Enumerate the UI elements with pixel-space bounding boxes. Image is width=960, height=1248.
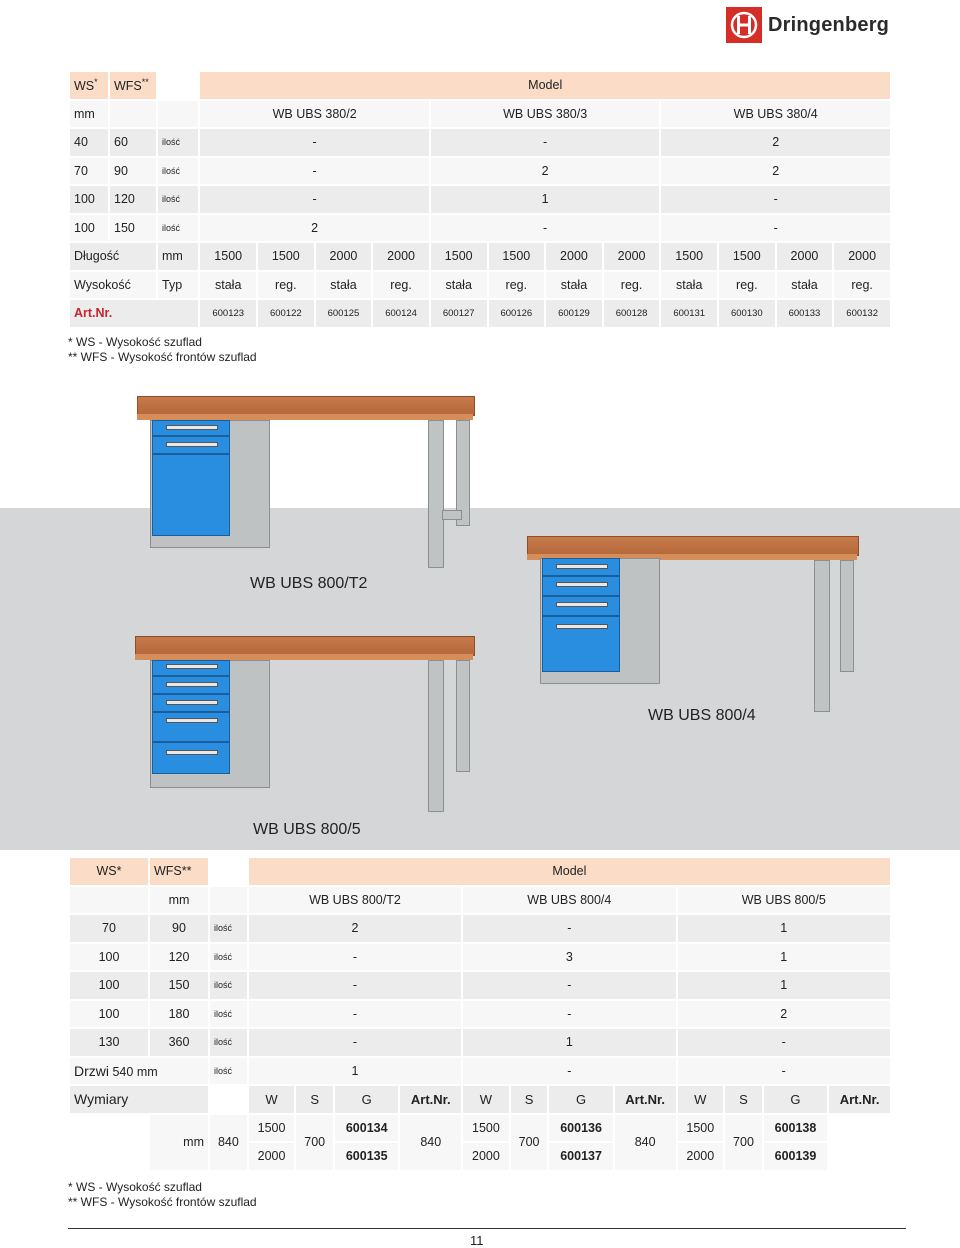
height-value: reg. <box>258 272 314 299</box>
qty-value: 2 <box>200 215 429 242</box>
footnote: * WS - Wysokość szuflad <box>68 1180 202 1194</box>
dims-col: G <box>764 1086 827 1113</box>
wfs-value: 90 <box>150 915 208 942</box>
unit-label: mm <box>70 101 108 128</box>
height-label: Wysokość <box>70 272 156 299</box>
table-row <box>70 186 890 213</box>
dims-s: 1500 <box>249 1115 295 1142</box>
dims-w: 840 <box>400 1115 461 1170</box>
dims-unit: mm <box>150 1115 208 1170</box>
art-number: 600126 <box>489 300 545 327</box>
dims-g: 700 <box>296 1115 333 1170</box>
model-header: Model <box>200 72 890 99</box>
art-number: 600134 <box>335 1115 398 1142</box>
length-value: 1500 <box>258 243 314 270</box>
dims-s: 2000 <box>249 1143 295 1170</box>
qty-value: - <box>200 158 429 185</box>
table-row <box>70 1029 890 1056</box>
model-name: WB UBS 800/5 <box>678 887 890 914</box>
art-number: 600131 <box>661 300 717 327</box>
qty-value: - <box>200 129 429 156</box>
length-value: 2000 <box>373 243 429 270</box>
ws-value: 100 <box>70 944 148 971</box>
length-value: 1500 <box>489 243 545 270</box>
art-number: 600129 <box>546 300 602 327</box>
art-number: 600132 <box>834 300 890 327</box>
qty-value: 2 <box>661 158 890 185</box>
qty-value: 1 <box>678 915 890 942</box>
qty-label: ilość <box>210 944 247 971</box>
dims-col: Art.Nr. <box>615 1086 676 1113</box>
footnotes-top <box>68 335 257 365</box>
dims-row <box>70 1115 890 1142</box>
height-value: reg. <box>489 272 545 299</box>
wfs-value: 120 <box>110 186 156 213</box>
dims-label: Wymiary <box>70 1086 208 1113</box>
dims-col: S <box>296 1086 333 1113</box>
art-number: 600139 <box>764 1143 827 1170</box>
door-label: Drzwi 540 mm <box>70 1058 208 1085</box>
ws-value: 100 <box>70 186 108 213</box>
dims-w: 840 <box>615 1115 676 1170</box>
door-row <box>70 1058 890 1085</box>
length-value: 2000 <box>546 243 602 270</box>
length-unit: mm <box>158 243 198 270</box>
qty-label: ilość <box>210 1001 247 1028</box>
height-row <box>70 272 890 299</box>
footnote: ** WFS - Wysokość frontów szuflad <box>68 350 257 364</box>
wfs-value: 180 <box>150 1001 208 1028</box>
ws-value: 40 <box>70 129 108 156</box>
qty-value: 1 <box>463 1029 675 1056</box>
dims-w: 840 <box>210 1115 247 1170</box>
table-row <box>70 215 890 242</box>
qty-label: ilość <box>158 215 198 242</box>
length-value: 2000 <box>604 243 660 270</box>
qty-value: - <box>249 1029 461 1056</box>
footnote: * WS - Wysokość szuflad <box>68 335 202 349</box>
dims-g: 700 <box>511 1115 548 1170</box>
wfs-value: 90 <box>110 158 156 185</box>
dims-col: G <box>335 1086 398 1113</box>
ws-value: 100 <box>70 215 108 242</box>
qty-value: - <box>661 215 890 242</box>
qty-value: 2 <box>249 915 461 942</box>
model-name: WB UBS 380/4 <box>661 101 890 128</box>
qty-value: 1 <box>678 944 890 971</box>
model-header: Model <box>249 858 890 885</box>
dims-s: 2000 <box>678 1143 724 1170</box>
table-row <box>70 1001 890 1028</box>
art-number: 600136 <box>549 1115 612 1142</box>
bench-label: WB UBS 800/4 <box>648 707 756 724</box>
table-row <box>70 915 890 942</box>
brand-name: Dringenberg <box>768 13 890 36</box>
dims-col: Art.Nr. <box>400 1086 461 1113</box>
qty-value: 1 <box>431 186 660 213</box>
qty-value: - <box>249 1001 461 1028</box>
dims-s: 1500 <box>463 1115 509 1142</box>
dims-s: 1500 <box>678 1115 724 1142</box>
dims-s: 2000 <box>463 1143 509 1170</box>
art-number: 600137 <box>549 1143 612 1170</box>
length-value: 1500 <box>719 243 775 270</box>
ws-value: 70 <box>70 158 108 185</box>
qty-label: ilość <box>210 972 247 999</box>
art-label: Art.Nr. <box>70 300 198 327</box>
qty-value: 2 <box>661 129 890 156</box>
qty-value: - <box>431 129 660 156</box>
height-unit: Typ <box>158 272 198 299</box>
length-value: 1500 <box>431 243 487 270</box>
page-number: 11 <box>470 1233 484 1248</box>
dims-col: W <box>678 1086 724 1113</box>
dims-header-row <box>70 1086 890 1113</box>
unit-label: mm <box>150 887 208 914</box>
brand-mark-icon <box>726 7 762 43</box>
ws-header: WS* <box>70 72 108 99</box>
art-number: 600122 <box>258 300 314 327</box>
height-value: stała <box>200 272 256 299</box>
art-number: 600124 <box>373 300 429 327</box>
height-value: reg. <box>834 272 890 299</box>
qty-value: - <box>661 186 890 213</box>
wfs-header: WFS** <box>110 72 156 99</box>
qty-value: - <box>463 1001 675 1028</box>
art-number: 600123 <box>200 300 256 327</box>
length-value: 2000 <box>834 243 890 270</box>
model-name: WB UBS 380/2 <box>200 101 429 128</box>
brand-logo <box>726 6 896 44</box>
qty-label: ilość <box>158 158 198 185</box>
wfs-value: 150 <box>110 215 156 242</box>
qty-value: - <box>463 972 675 999</box>
qty-label: ilość <box>210 1058 247 1085</box>
wfs-value: 60 <box>110 129 156 156</box>
art-number: 600138 <box>764 1115 827 1142</box>
qty-value: - <box>678 1058 890 1085</box>
qty-value: 2 <box>431 158 660 185</box>
footnote: ** WFS - Wysokość frontów szuflad <box>68 1195 257 1209</box>
dims-col: S <box>725 1086 762 1113</box>
bench-label: WB UBS 800/T2 <box>250 575 368 592</box>
table-row <box>70 129 890 156</box>
qty-label: ilość <box>158 186 198 213</box>
height-value: stała <box>777 272 833 299</box>
dims-col: Art.Nr. <box>829 1086 890 1113</box>
model-name: WB UBS 800/4 <box>463 887 675 914</box>
qty-value: 3 <box>463 944 675 971</box>
dims-col: G <box>549 1086 612 1113</box>
art-row <box>70 300 890 327</box>
model-table-380 <box>68 70 892 329</box>
height-value: reg. <box>604 272 660 299</box>
ws-value: 100 <box>70 972 148 999</box>
qty-value: - <box>200 186 429 213</box>
dims-g: 700 <box>725 1115 762 1170</box>
qty-value: - <box>678 1029 890 1056</box>
table-row <box>70 944 890 971</box>
height-value: stała <box>546 272 602 299</box>
dims-col: W <box>249 1086 295 1113</box>
length-value: 2000 <box>777 243 833 270</box>
wfs-header: WFS** <box>150 858 208 885</box>
height-value: reg. <box>373 272 429 299</box>
qty-value: 1 <box>249 1058 461 1085</box>
bench-label: WB UBS 800/5 <box>253 821 361 838</box>
art-number: 600127 <box>431 300 487 327</box>
wfs-value: 360 <box>150 1029 208 1056</box>
length-value: 1500 <box>661 243 717 270</box>
model-table-800 <box>68 856 892 1172</box>
art-number: 600135 <box>335 1143 398 1170</box>
model-name: WB UBS 380/3 <box>431 101 660 128</box>
length-value: 2000 <box>316 243 372 270</box>
qty-value: - <box>249 944 461 971</box>
qty-label: ilość <box>210 915 247 942</box>
dims-col: S <box>511 1086 548 1113</box>
length-value: 1500 <box>200 243 256 270</box>
qty-value: 1 <box>678 972 890 999</box>
footer-divider <box>68 1228 906 1229</box>
qty-value: - <box>463 915 675 942</box>
wfs-value: 150 <box>150 972 208 999</box>
height-value: stała <box>316 272 372 299</box>
footnotes-bottom <box>68 1180 257 1210</box>
model-name: WB UBS 800/T2 <box>249 887 461 914</box>
qty-value: - <box>249 972 461 999</box>
ws-header: WS* <box>70 858 148 885</box>
qty-label: ilość <box>158 129 198 156</box>
ws-value: 100 <box>70 1001 148 1028</box>
table-row <box>70 972 890 999</box>
dims-col: W <box>463 1086 509 1113</box>
wfs-value: 120 <box>150 944 208 971</box>
qty-label: ilość <box>210 1029 247 1056</box>
height-value: stała <box>431 272 487 299</box>
qty-value: - <box>463 1058 675 1085</box>
length-row <box>70 243 890 270</box>
ws-value: 70 <box>70 915 148 942</box>
art-number: 600128 <box>604 300 660 327</box>
height-value: reg. <box>719 272 775 299</box>
length-label: Długość <box>70 243 156 270</box>
qty-value: - <box>431 215 660 242</box>
art-number: 600130 <box>719 300 775 327</box>
art-number: 600125 <box>316 300 372 327</box>
table-row <box>70 158 890 185</box>
height-value: stała <box>661 272 717 299</box>
qty-value: 2 <box>678 1001 890 1028</box>
ws-value: 130 <box>70 1029 148 1056</box>
art-number: 600133 <box>777 300 833 327</box>
